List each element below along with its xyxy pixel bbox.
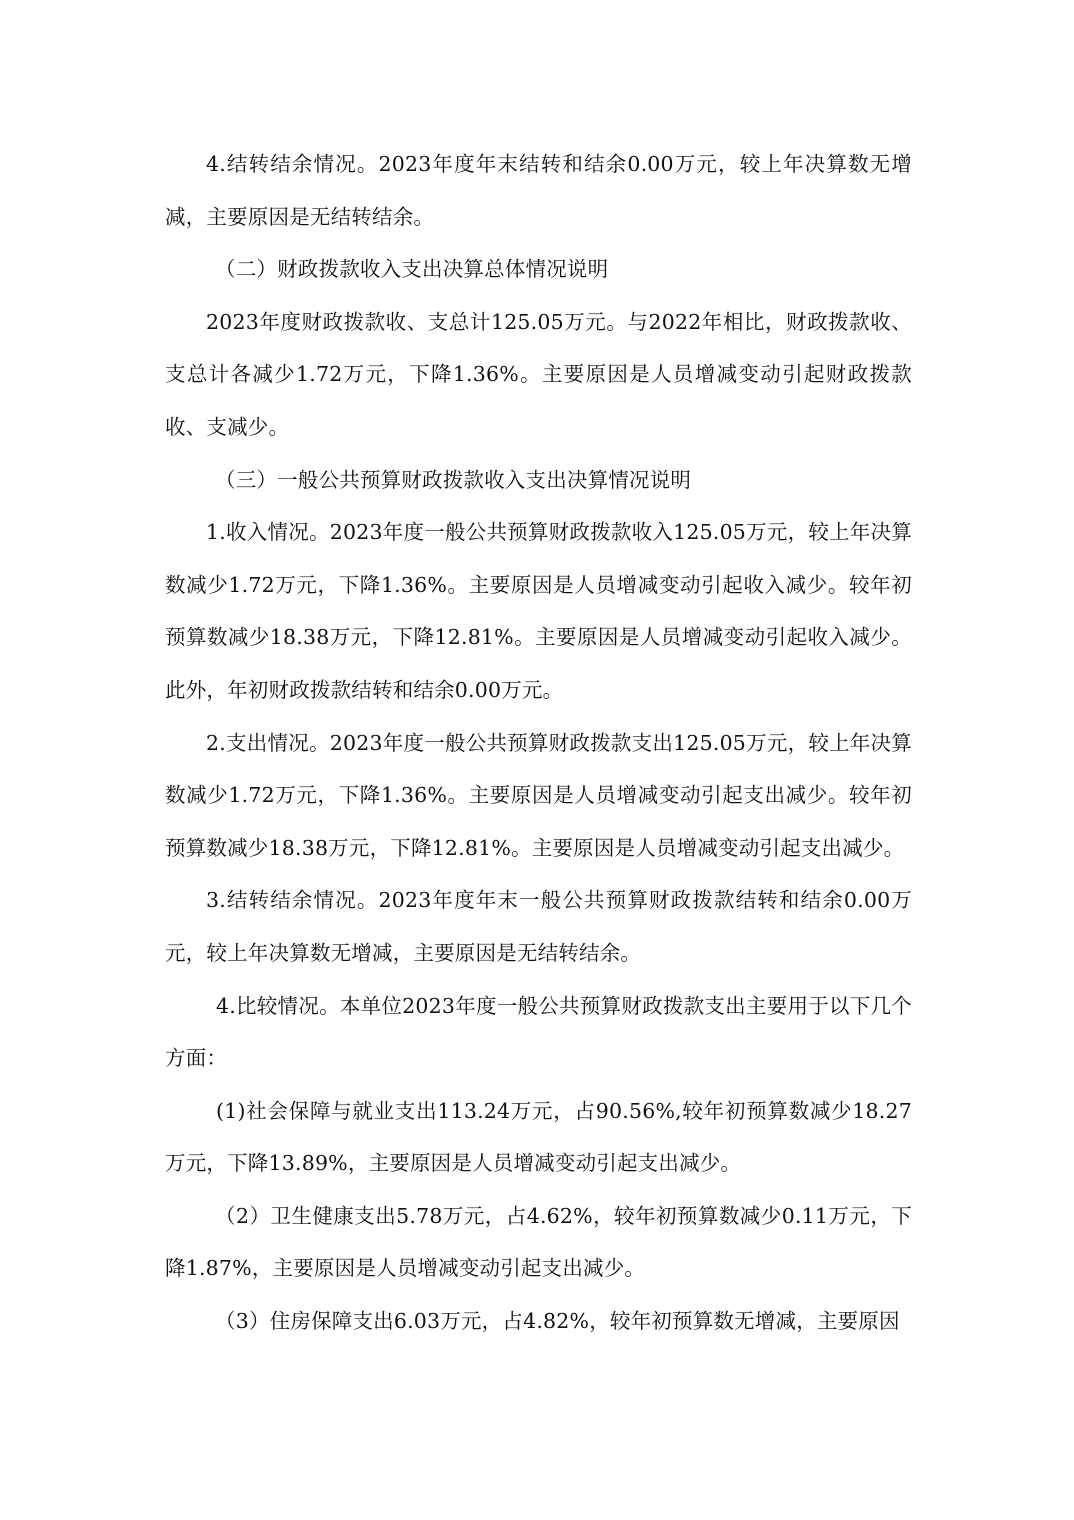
paragraph-general-carryover: 3.结转结余情况。2023年度年末一般公共预算财政拨款结转和结余0.00万元，较上年决算数无增减，主要原因是无结转结余。 (165, 888, 912, 965)
paragraph-social-security: (1)社会保障与就业支出113.24万元，占90.56%,较年初预算数减少18.27万元，下降13.89%，主要原因是人员增减变动引起支出减少。 (165, 1098, 912, 1176)
paragraph-health: （2）卫生健康支出5.78万元，占4.62%，较年初预算数减少0.11万元，下降1.87%，主要原因是人员增减变动引起支出减少。 (165, 1203, 912, 1281)
section-heading-fiscal-overview: （二）财政拨款收入支出决算总体情况说明 (215, 257, 609, 282)
paragraph-expenditure: 2.支出情况。2023年度一般公共预算财政拨款支出125.05万元，较上年决算数减少1.72万元，下降1.36%。主要原因是人员增减变动引起支出减少。较年初预算数减少18.38万元，下降12.81%。主要原因是人员增减变动引起支出减少。 (165, 730, 912, 860)
section-heading-general-budget: （三）一般公共预算财政拨款收入支出决算情况说明 (215, 467, 692, 492)
paragraph-fiscal-overview: 2023年度财政拨款收、支总计125.05万元。与2022年相比，财政拨款收、支总计各减少1.72万元，下降1.36%。主要原因是人员增减变动引起财政拨款收、支减少。 (165, 309, 912, 439)
document-body (165, 138, 912, 1348)
paragraph-comparison: 4.比较情况。本单位2023年度一般公共预算财政拨款支出主要用于以下几个方面： (165, 993, 912, 1071)
paragraph-carryover-balance: 4.结转结余情况。2023年度年末结转和结余0.00万元，较上年决算数无增减，主要原因是无结转结余。 (165, 152, 912, 229)
paragraph-income: 1.收入情况。2023年度一般公共预算财政拨款收入125.05万元，较上年决算数减少1.72万元，下降1.36%。主要原因是人员增减变动引起收入减少。较年初预算数减少18.38万元，下降12.81%。主要原因是人员增减变动引起收入减少。此外，年初财政拨款结转和结余0.00万元。 (165, 520, 912, 702)
paragraph-housing: （3）住房保障支出6.03万元，占4.82%，较年初预算数无增减，主要原因 (215, 1309, 900, 1334)
